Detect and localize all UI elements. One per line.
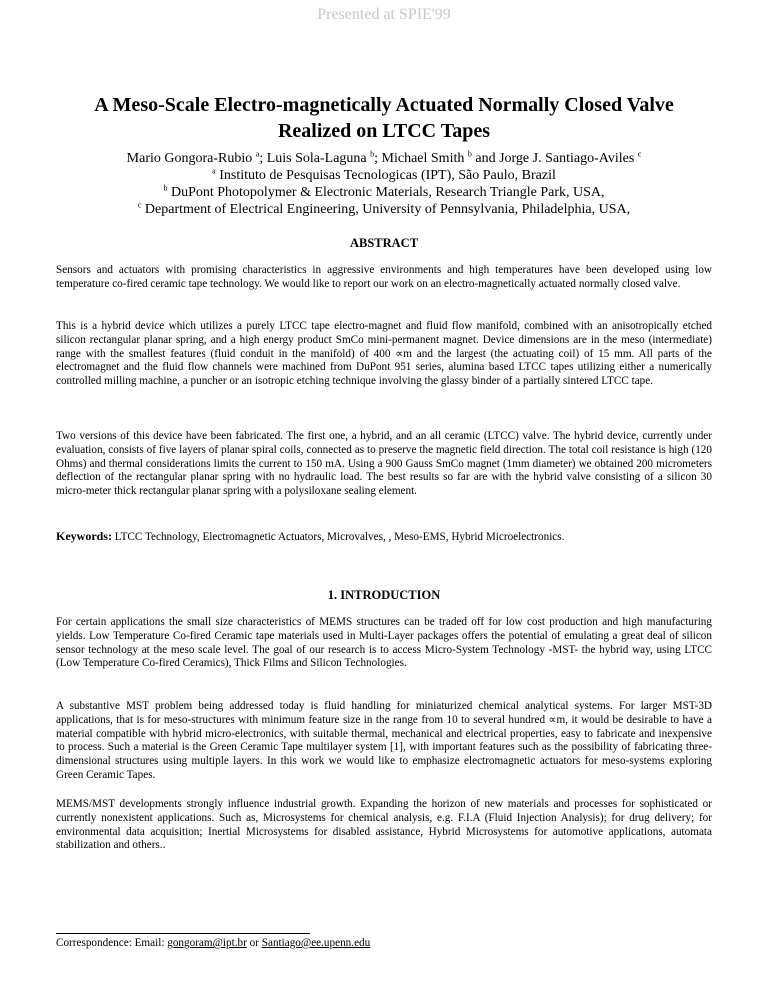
- author-1: Mario Gongora-Rubio: [126, 151, 256, 166]
- introduction-paragraph-3: MEMS/MST developments strongly influence industrial growth. Expanding the horizon of new materials and processes for sophisticated or currently nonexistent applications. Such as, Microsystems for chemical analysis, e.g. F.I.A (Fluid Injection Analysis); for drug delivery; for environmental data acquisition; Inertial Microsystems for disabled assistance, Hybrid Microsystems for automotive applications, automata stabilization and others..: [56, 798, 712, 852]
- affiliation-mark: b: [163, 183, 168, 193]
- correspondence-footnote: [56, 936, 370, 950]
- footnote-separator: or: [246, 937, 262, 949]
- affiliation-b: [40, 184, 728, 201]
- footnote-divider: [56, 933, 310, 934]
- keywords-label: Keywords:: [56, 529, 112, 543]
- abstract-paragraph-2: This is a hybrid device which utilizes a purely LTCC tape electro-magnet and fluid flow manifold, combined with an anisotropically etched silicon rectangular planar spring, and a high energy product SmCo mini-permanent magnet. Device dimensions are in the meso (intermediate) range with the smallest features (fluid conduit in the manifold) of 400 ∝m and the largest (the actuating coil) of 15 mm. All parts of the electromagnet and the fluid flow channels were machined from DuPont 951 series, alumina based LTCC tapes utilizing either a numerically controlled milling machine, a puncher or an isotropic etching technique involving the glassy binder of a partially sintered LTCC tape.: [56, 320, 712, 388]
- abstract-heading: ABSTRACT: [349, 236, 419, 250]
- author-4: and Jorge J. Santiago-Aviles: [471, 151, 638, 166]
- paper-title: [60, 92, 708, 144]
- title-line-1: A Meso-Scale Electro-magnetically Actuated Normally Closed Valve: [94, 94, 674, 116]
- author-4-affiliation-mark: c: [637, 149, 642, 159]
- keywords-line: [56, 530, 712, 545]
- affiliation-mark: a: [212, 166, 216, 176]
- affiliation-text: Instituto de Pesquisas Tecnologicas (IPT), São Paulo, Brazil: [215, 168, 556, 183]
- affiliation-text: DuPont Photopolymer & Electronic Materials, Research Triangle Park, USA,: [167, 185, 605, 200]
- author-2: ; Luis Sola-Laguna: [259, 151, 371, 166]
- introduction-paragraph-1: For certain applications the small size characteristics of MEMS structures can be traded off for low cost production and high manufacturing yields. Low Temperature Co-fired Ceramic tape materials used in Multi-Layer packages offers the potential of emulating a great deal of silicon sensor technology at the meso scale level. The goal of our research is to access Micro-System Technology -MST- the hybrid way, using LTCC (Low Temperature Co-fired Ceramics), Thick Films and Silicon Technologies.: [56, 616, 712, 670]
- affiliation-a: [40, 167, 728, 184]
- author-1-affiliation-mark: a: [255, 149, 260, 159]
- author-3: ; Michael Smith: [374, 151, 468, 166]
- footnote-prefix: Correspondence: Email:: [56, 937, 168, 949]
- introduction-paragraph-2: A substantive MST problem being addressed today is fluid handling for miniaturized chemical analytical systems. For larger MST-3D applications, that is for meso-structures with minimum feature size in the range from 10 to several hundred ∝m, it would be desirable to have a material compatible with hybrid micro-electronics, with suitable thermal, mechanical and electrical properties, easy to fabricate and inexpensive to process. Such a material is the Green Ceramic Tape multilayer system [1], with important features such as the possibility of fabricating three-dimensional structures using multiple layers. In this work we would like to emphasize electromagnetic actuators for meso-systems exploring Green Ceramic Tapes.: [56, 700, 712, 781]
- affiliation-mark: c: [137, 200, 142, 210]
- affiliation-c: [40, 201, 728, 218]
- author-2-affiliation-mark: b: [370, 149, 375, 159]
- abstract-paragraph-3: Two versions of this device have been fabricated. The first one, a hybrid, and an all ceramic (LTCC) valve. The hybrid device, currently under evaluation, consists of five layers of planar spiral coils, connected as to preserve the magnetic field direction. The total coil resistance is high (120 Ohms) and thermal considerations limits the current to 150 mA. Using a 900 Gauss SmCo magnet (1mm diameter) we obtained 200 micrometers deflection of the rectangular planar spring with no hydraulic load. The best results so far are with the hybrid valve consisting of a silicon 30 micro-meter thick rectangular planar spring with a polysiloxane sealing element.: [56, 430, 712, 498]
- introduction-heading: 1. INTRODUCTION: [327, 588, 441, 602]
- abstract-paragraph-1: Sensors and actuators with promising characteristics in aggressive environments and high temperatures have been developed using low temperature co-fired ceramic tape technology. We would like to report our work on an electro-magnetically actuated normally closed valve.: [56, 264, 712, 290]
- author-block: [40, 150, 728, 218]
- keywords-text: LTCC Technology, Electromagnetic Actuators, Microvalves, , Meso-EMS, Hybrid Microelectronics.: [112, 531, 565, 543]
- watermark: Presented at SPIE'99: [317, 6, 451, 23]
- affiliation-text: Department of Electrical Engineering, University of Pennsylvania, Philadelphia, USA,: [141, 202, 631, 217]
- email-link-upenn[interactable]: Santiago@ee.upenn.edu: [261, 937, 371, 949]
- author-list: [40, 150, 728, 167]
- author-3-affiliation-mark: b: [467, 149, 472, 159]
- title-line-2: Realized on LTCC Tapes: [277, 120, 491, 142]
- email-link-ipt[interactable]: gongoram@ipt.br: [167, 937, 247, 949]
